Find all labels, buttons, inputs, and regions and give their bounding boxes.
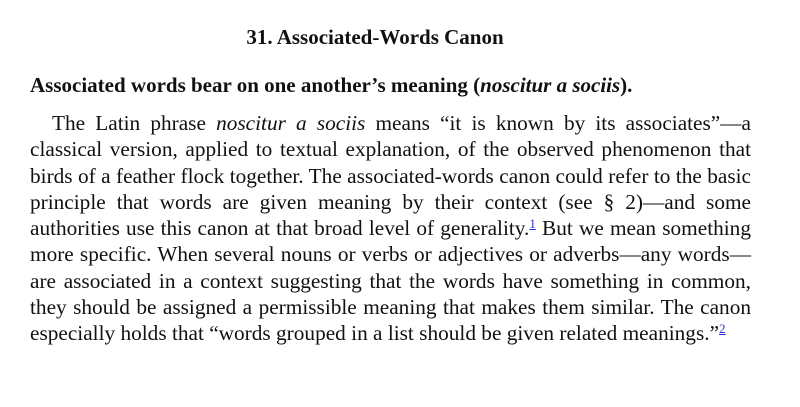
body-text-part-1: The Latin phrase [52, 111, 217, 135]
principle-closing: ). [620, 73, 633, 97]
principle-latin-term: noscitur a sociis [480, 73, 621, 97]
principle-text: Associated words bear on one another’s meaning ( [30, 73, 481, 97]
footnote-link-2[interactable]: 2 [719, 321, 726, 337]
footnote-link-1[interactable]: 1 [529, 216, 536, 232]
body-text-part-3: But we mean something more specific. When several nouns or verbs or adjectives or adverbs—any words—are associated in a context suggesting that the words have something in common, they should be assigned a permissible meaning that makes them similar. The canon especially holds that “words grouped in a list should be given related meanings.” [30, 216, 751, 346]
black-letter-principle [30, 72, 770, 98]
section-heading: 31. Associated-Words Canon [246, 25, 504, 49]
body-latin-term: noscitur a sociis [216, 111, 366, 135]
body-text-part-2: means “it is known by its associates”—a classical version, applied to textual explanation, of the observed phenomenon that birds of a feather flock together. The associated-words canon could refer to the basic principle that words are given meaning by their context (see § 2)—and some authorities use this canon at that broad level of generality. [30, 111, 752, 241]
body-paragraph [30, 110, 751, 347]
